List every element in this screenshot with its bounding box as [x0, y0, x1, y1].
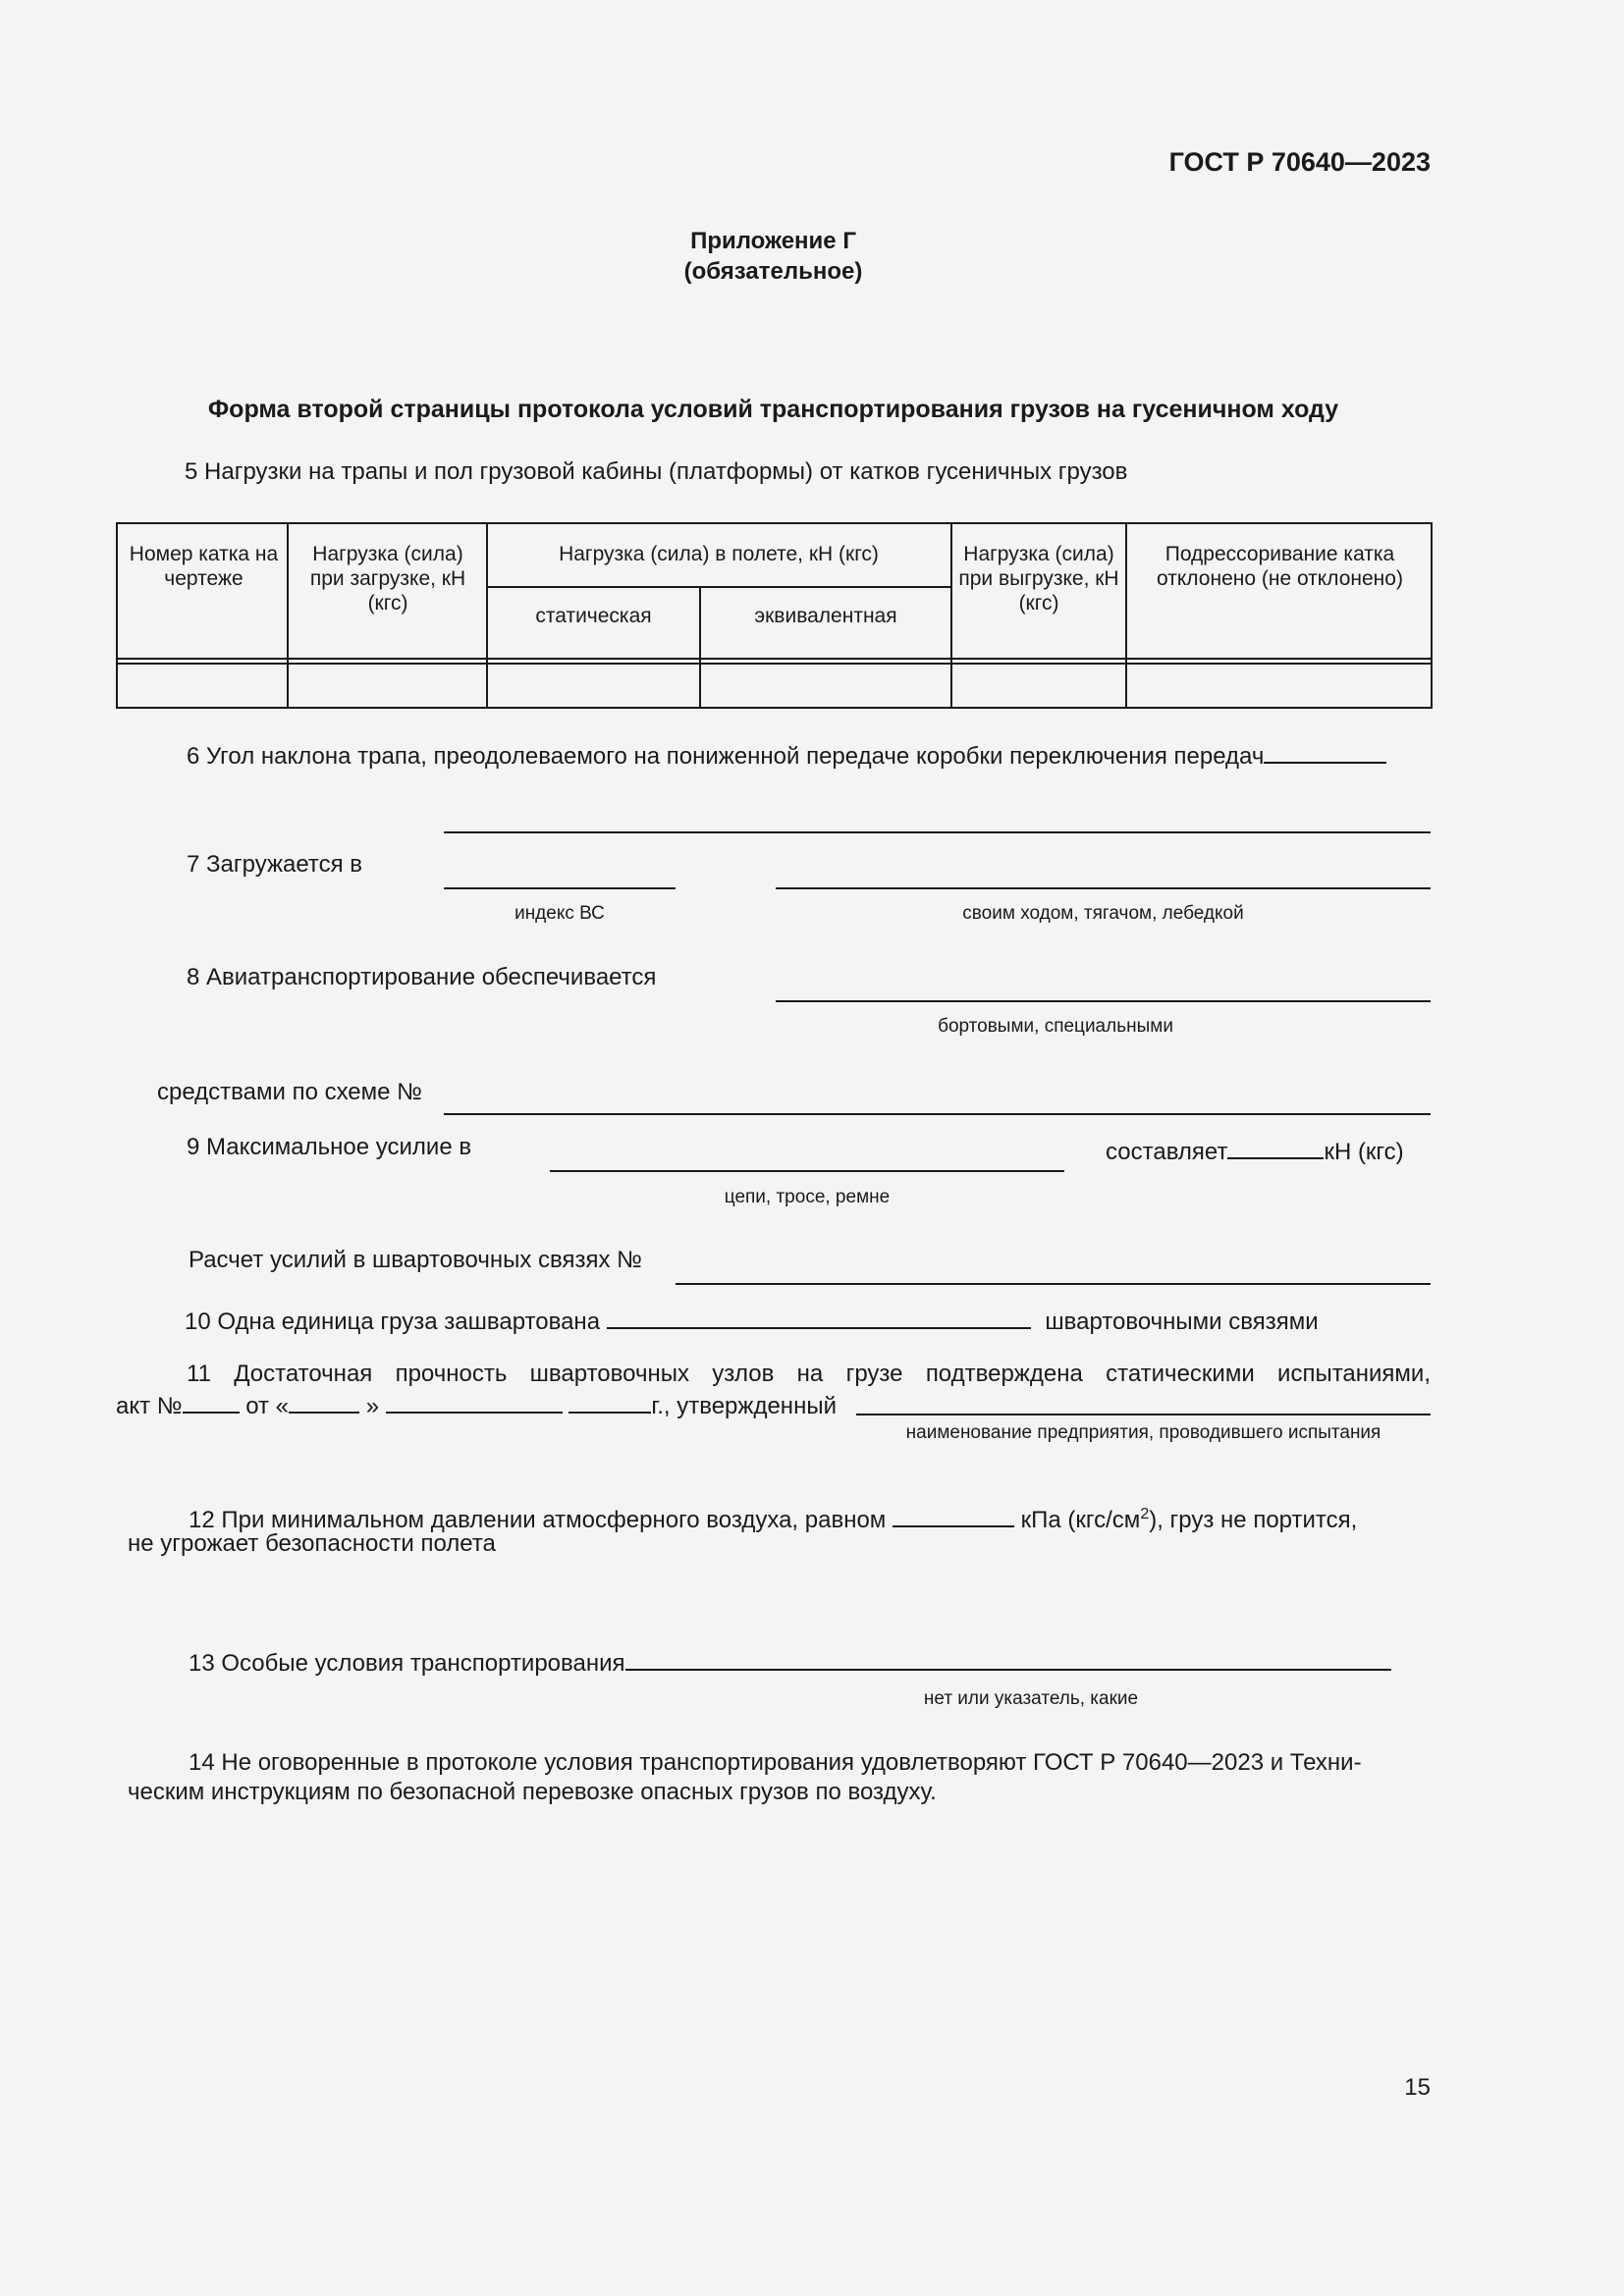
- standard-number: ГОСТ Р 70640—2023: [1168, 147, 1431, 177]
- pressure-field[interactable]: [893, 1502, 1014, 1527]
- col-load-flight: Нагрузка (сила) в полете, кН (кгс): [559, 543, 879, 565]
- col-suspension: Подрессоривание катка отклонено (не отклонено): [1157, 543, 1403, 590]
- col-load-loading: Нагрузка (сила) при загрузке, кН (кгс): [309, 543, 466, 614]
- item-9-text: 9 Максимальное усилие в: [187, 1134, 472, 1160]
- enterprise-field[interactable]: [856, 1414, 1431, 1415]
- item-11-line1: 11 Достаточная прочность швартовочных узлов на грузе подтверждена статическими испытаниями,: [187, 1361, 1431, 1387]
- appendix-status: (обязательное): [683, 258, 863, 285]
- act-month-field[interactable]: [386, 1388, 563, 1414]
- table-divider: [287, 524, 289, 707]
- table-divider: [486, 586, 952, 588]
- item-8-text: 8 Авиатранспортирование обеспечивается: [187, 964, 657, 990]
- act-year-field[interactable]: [568, 1388, 651, 1414]
- col-load-unloading: Нагрузка (сила) при выгрузке, кН (кгс): [958, 543, 1119, 614]
- form-title: Форма второй страницы протокола условий транспортирования грузов на гусеничном ходу: [207, 396, 1339, 423]
- item-12-line2: не угрожает безопасности полета: [128, 1530, 496, 1557]
- item-11-line2: [116, 1388, 837, 1420]
- max-force-field[interactable]: [1227, 1134, 1324, 1159]
- act-number-field[interactable]: [183, 1388, 240, 1414]
- item-14-line2: ческим инструкциям по безопасной перевозке опасных грузов по воздуху.: [128, 1779, 937, 1805]
- aircraft-name-line[interactable]: [444, 831, 1431, 833]
- angle-field[interactable]: [1264, 738, 1386, 764]
- col-equivalent: эквивалентная: [754, 605, 897, 627]
- item-10: [185, 1304, 1319, 1336]
- act-day-field[interactable]: [289, 1388, 359, 1414]
- aircraft-index-field[interactable]: [444, 887, 676, 889]
- item-10-tail: швартовочными связями: [1045, 1308, 1319, 1335]
- approved-label: г., утвержденный: [651, 1393, 837, 1419]
- item-8-continuation: средствами по схеме №: [157, 1079, 422, 1105]
- loads-table: [116, 522, 1433, 709]
- page-number: 15: [1404, 2074, 1431, 2101]
- caption-loading-method: своим ходом, тягачом, лебедкой: [962, 903, 1244, 924]
- loading-method-field[interactable]: [776, 887, 1431, 889]
- item-9-unit: кН (кгс): [1324, 1139, 1404, 1165]
- item-12-text: 12 При минимальном давлении атмосферного воздуха, равном: [189, 1507, 887, 1533]
- caption-aircraft-index: индекс ВС: [514, 903, 605, 924]
- calc-text: Расчет усилий в швартовочных связях №: [189, 1247, 642, 1273]
- caption-lashing-type: цепи, тросе, ремне: [724, 1187, 891, 1207]
- item-13-text: 13 Особые условия транспортирования: [189, 1650, 625, 1677]
- quote-close: »: [365, 1393, 380, 1419]
- table-divider: [118, 658, 1431, 660]
- table-divider: [118, 663, 1431, 665]
- calc-number-field[interactable]: [676, 1283, 1431, 1285]
- item-13: [189, 1645, 1391, 1678]
- item-9-value: [1106, 1134, 1404, 1166]
- scheme-number-field[interactable]: [444, 1113, 1431, 1115]
- col-roller-number: Номер катка на чертеже: [129, 543, 279, 590]
- appendix-title: Приложение Г: [690, 228, 856, 254]
- item-6: [187, 738, 1386, 771]
- means-type-field[interactable]: [776, 1000, 1431, 1002]
- item-12-tail: ), груз не портится,: [1149, 1507, 1358, 1533]
- lashing-count-field[interactable]: [607, 1304, 1031, 1329]
- item-12-unit: кПа (кгс/см: [1020, 1507, 1141, 1533]
- caption-means-type: бортовыми, специальными: [938, 1016, 1173, 1037]
- item-10-text: 10 Одна единица груза зашвартована: [185, 1308, 601, 1335]
- appendix-heading: [0, 226, 1546, 287]
- lashing-type-field[interactable]: [550, 1170, 1064, 1172]
- item-12-sup: 2: [1140, 1506, 1150, 1522]
- item-14-line1: 14 Не оговоренные в протоколе условия транспортирования удовлетворяют ГОСТ Р 70640—2023 и Техни-: [189, 1749, 1362, 1776]
- col-static: статическая: [535, 605, 652, 627]
- item-5: 5 Нагрузки на трапы и пол грузовой кабины (платформы) от катков гусеничных грузов: [185, 458, 1128, 485]
- special-conditions-field[interactable]: [625, 1645, 1391, 1671]
- item-6-text: 6 Угол наклона трапа, преодолеваемого на пониженной передаче коробки переключения передач: [187, 743, 1265, 770]
- table-divider: [1125, 524, 1127, 707]
- akt-label: акт №: [116, 1393, 183, 1419]
- item-7-text: 7 Загружается в: [187, 851, 363, 878]
- item-9-mid: составляет: [1106, 1139, 1228, 1165]
- table-divider: [950, 524, 952, 707]
- ot-label: от «: [245, 1393, 290, 1419]
- caption-enterprise: наименование предприятия, проводившего испытания: [905, 1422, 1381, 1443]
- caption-special-conditions: нет или указатель, какие: [923, 1688, 1139, 1709]
